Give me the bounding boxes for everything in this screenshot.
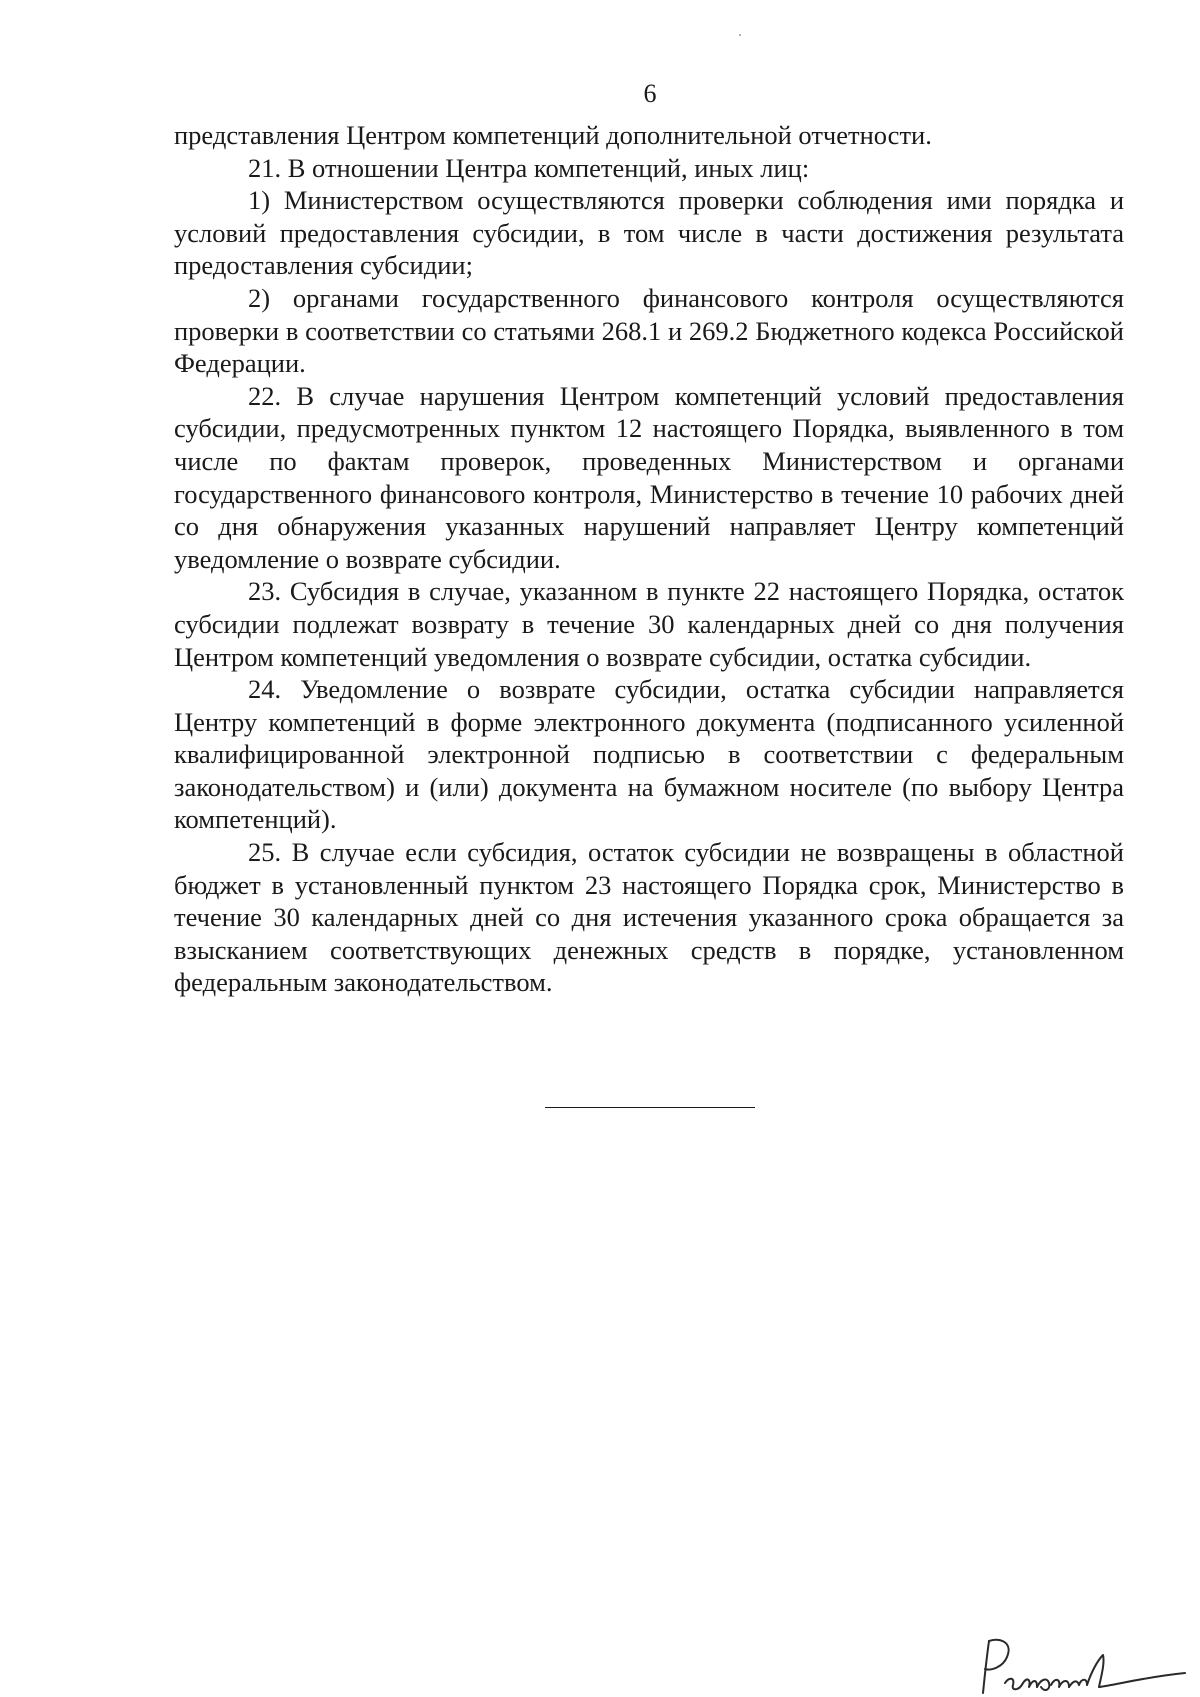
paragraph-21: 21. В отношении Центра компетенций, иных лиц: [248, 152, 810, 183]
document-body [174, 119, 1124, 999]
page-number: 6 [643, 79, 657, 108]
handwritten-signature [975, 1633, 1200, 1697]
scan-speck [739, 34, 741, 36]
paragraph-21-item-1: 1) Министерством осуществляются проверки соблюдения ими порядка и условий предоставления субсидии, в том числе в части достижения результата предоставления субсидии; [174, 185, 1124, 281]
paragraph-23: 23. Субсидия в случае, указанном в пункте 22 настоящего Порядка, остаток субсидии подлежат возврату в течение 30 календарных дней со дня получения Центром компетенций уведомления о возврате субсидии, остатка субсидии. [174, 576, 1124, 672]
paragraph-25: 25. В случае если субсидия, остаток субсидии не возвращены в областной бюджет в установленный пунктом 23 настоящего Порядка срок, Министерство в течение 30 календарных дней со дня истечения указанного срока обращается за взысканием соответствующих денежных средств в порядке, установленном федеральным законодательством. [174, 837, 1124, 998]
paragraph-21-item-2: 2) органами государственного финансового контроля осуществляются проверки в соответствии со статьями 268.1 и 269.2 Бюджетного кодекса Российской Федерации. [174, 282, 1124, 379]
signature-icon [975, 1633, 1200, 1697]
paragraph-24: 24. Уведомление о возврате субсидии, остатка субсидии направляется Центру компетенций в форме электронного документа (подписанного усиленной квалифицированной электронной подписью в соответствии с федеральным законодательством) и (или) документа на бумажном носителе (по выбору Центра компетенций). [174, 674, 1124, 835]
paragraph-20-continuation: представления Центром компетенций дополнительной отчетности. [174, 120, 932, 150]
paragraph-22: 22. В случае нарушения Центром компетенций условий предоставления субсидии, предусмотренных пунктом 12 настоящего Порядка, выявленного в том числе по фактам проверок, проведенных Министерством и органами государственного финансового контроля, Министерство в течение 10 рабочих дней со дня обнаружения указанных нарушений направляет Центру компетенций уведомление о возврате субсидии. [174, 380, 1124, 574]
end-divider-line [545, 1107, 755, 1108]
